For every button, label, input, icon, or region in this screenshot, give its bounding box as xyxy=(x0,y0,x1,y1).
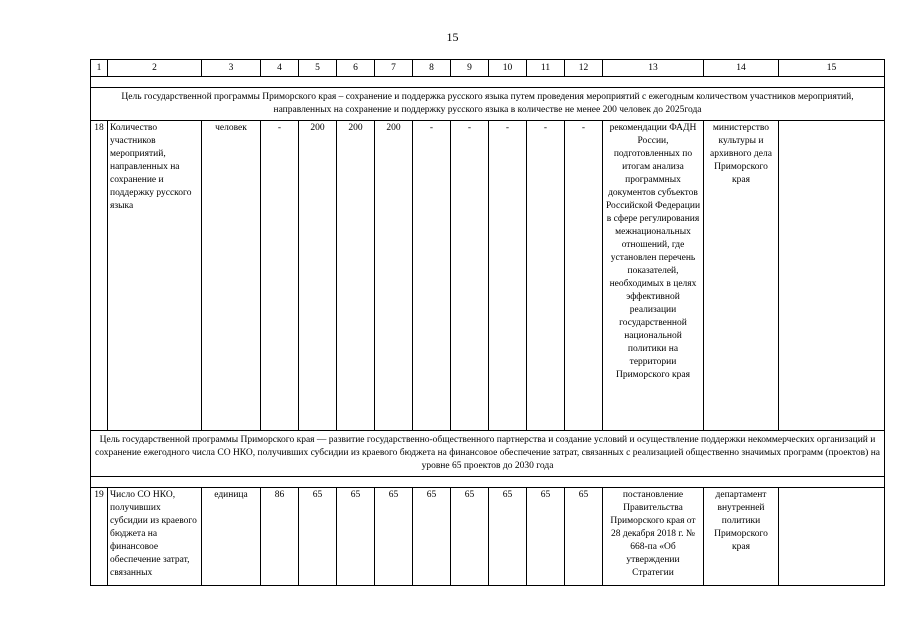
spacer-row xyxy=(91,477,885,488)
value-cell: 86 xyxy=(261,488,299,586)
value-cell: 65 xyxy=(565,488,603,586)
indicator-name: Количество участников мероприятий, направленных на сохранение и поддержку русского языка xyxy=(108,121,202,431)
table-row xyxy=(91,488,885,586)
column-number: 7 xyxy=(375,60,413,77)
row-number: 18 xyxy=(91,121,108,431)
value-cell: 65 xyxy=(451,488,489,586)
column-number: 11 xyxy=(527,60,565,77)
unit: единица xyxy=(202,488,261,586)
column-number: 5 xyxy=(299,60,337,77)
value-cell: - xyxy=(565,121,603,431)
value-cell: - xyxy=(413,121,451,431)
indicator-name: Число СО НКО, получивших субсидии из краевого бюджета на финансовое обеспечение затрат, связанных xyxy=(108,488,202,586)
column-number: 4 xyxy=(261,60,299,77)
value-cell: 65 xyxy=(489,488,527,586)
value-cell: - xyxy=(489,121,527,431)
column-number: 15 xyxy=(779,60,885,77)
basis-text: рекомендации ФАДН России, подготовленных по итогам анализа программных документов субъектов Российской Федерации в сфере регулирования межнациональных отношений, где установлен перечень показателей, необходимых в целях эффективной реализации государственной национальной политики на территории Приморского края xyxy=(603,121,704,431)
value-cell: 65 xyxy=(527,488,565,586)
column-number: 13 xyxy=(603,60,704,77)
page-number: 15 xyxy=(446,30,459,44)
note-cell xyxy=(779,121,885,431)
row-number: 19 xyxy=(91,488,108,586)
value-cell: - xyxy=(527,121,565,431)
responsible-body: департамент внутренней политики Приморского края xyxy=(704,488,779,586)
value-cell: 200 xyxy=(337,121,375,431)
column-number: 14 xyxy=(704,60,779,77)
value-cell: 65 xyxy=(299,488,337,586)
table-row xyxy=(91,121,885,431)
value-cell: - xyxy=(451,121,489,431)
value-cell: 65 xyxy=(375,488,413,586)
value-cell: 200 xyxy=(375,121,413,431)
responsible-body: министерство культуры и архивного дела Приморского края xyxy=(704,121,779,431)
goal-text: Цель государственной программы Приморского края — развитие государственно-общественного партнерства и создание условий и осуществление поддержки некоммерческих организаций и сохранение ежегодного числа СО НКО, получивших субсидии из краевого бюджета на финансовое обеспечение затрат, связанных с реализацией общественно значимых программ (проектов) на уровне 65 проектов до 2030 года xyxy=(91,431,885,477)
column-number: 3 xyxy=(202,60,261,77)
value-cell: 65 xyxy=(337,488,375,586)
column-number: 2 xyxy=(108,60,202,77)
column-number: 8 xyxy=(413,60,451,77)
column-number-row xyxy=(91,60,885,77)
spacer-row xyxy=(91,77,885,88)
column-number: 12 xyxy=(565,60,603,77)
unit: человек xyxy=(202,121,261,431)
value-cell: 200 xyxy=(299,121,337,431)
goal-text: Цель государственной программы Приморского края – сохранение и поддержка русского языка путем проведения мероприятий с ежегодным количеством участников мероприятий, направленных на сохранение и поддержку русского языка в количестве не менее 200 человек до 2025года xyxy=(91,88,885,121)
indicators-table xyxy=(90,59,885,586)
column-number: 10 xyxy=(489,60,527,77)
note-cell xyxy=(779,488,885,586)
column-number: 6 xyxy=(337,60,375,77)
column-number: 1 xyxy=(91,60,108,77)
column-number: 9 xyxy=(451,60,489,77)
goal-row xyxy=(91,431,885,477)
goal-row xyxy=(91,88,885,121)
value-cell: 65 xyxy=(413,488,451,586)
basis-text: постановление Правительства Приморского края от 28 декабря 2018 г. № 668-па «Об утверждении Стратегии xyxy=(603,488,704,586)
value-cell: - xyxy=(261,121,299,431)
